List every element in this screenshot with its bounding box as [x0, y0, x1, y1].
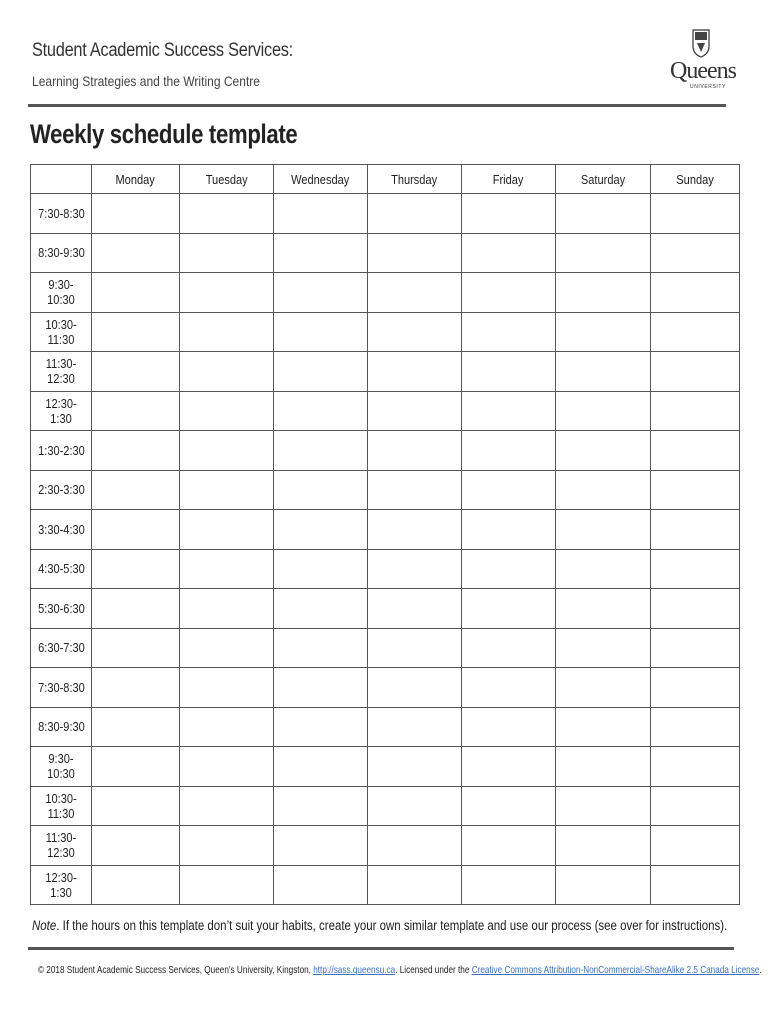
time-slot-text: 9:30-10:30 — [47, 751, 75, 782]
schedule-cell-monday[interactable] — [92, 391, 180, 431]
time-slot-text: 10:30-11:30 — [45, 790, 77, 821]
schedule-cell-monday[interactable] — [92, 668, 180, 708]
schedule-cell-sunday[interactable] — [651, 510, 740, 550]
time-slot-label — [31, 470, 92, 510]
schedule-cell-sunday[interactable] — [651, 431, 740, 471]
schedule-cell-saturday[interactable] — [556, 510, 651, 550]
schedule-cell-wednesday[interactable] — [274, 431, 368, 471]
schedule-cell-saturday[interactable] — [556, 826, 651, 866]
schedule-cell-monday[interactable] — [92, 747, 180, 787]
schedule-cell-sunday[interactable] — [651, 273, 740, 313]
table-row — [31, 431, 740, 471]
schedule-cell-friday[interactable] — [462, 431, 556, 471]
time-slot-text: 8:30-9:30 — [37, 719, 85, 735]
schedule-cell-wednesday[interactable] — [274, 352, 368, 392]
schedule-cell-saturday[interactable] — [556, 273, 651, 313]
schedule-cell-tuesday[interactable] — [180, 747, 274, 787]
schedule-cell-saturday[interactable] — [556, 668, 651, 708]
schedule-cell-monday[interactable] — [92, 352, 180, 392]
weekly-schedule-table — [30, 164, 740, 905]
schedule-cell-friday[interactable] — [462, 707, 556, 747]
schedule-cell-thursday[interactable] — [368, 273, 462, 313]
schedule-cell-monday[interactable] — [92, 628, 180, 668]
table-row — [31, 707, 740, 747]
schedule-cell-friday[interactable] — [462, 589, 556, 629]
schedule-cell-tuesday[interactable] — [180, 589, 274, 629]
table-row — [31, 510, 740, 550]
schedule-cell-saturday[interactable] — [556, 786, 651, 826]
schedule-cell-sunday[interactable] — [651, 470, 740, 510]
table-row — [31, 589, 740, 629]
note-label: Note — [32, 918, 57, 933]
day-header-tuesday — [180, 165, 274, 194]
schedule-cell-wednesday[interactable] — [274, 865, 368, 905]
time-slot-text: 12:30-1:30 — [45, 869, 77, 900]
schedule-cell-monday[interactable] — [92, 510, 180, 550]
table-row — [31, 865, 740, 905]
schedule-cell-saturday[interactable] — [556, 391, 651, 431]
day-header-saturday — [556, 165, 651, 194]
schedule-cell-friday[interactable] — [462, 747, 556, 787]
schedule-cell-monday[interactable] — [92, 194, 180, 234]
schedule-cell-tuesday[interactable] — [180, 273, 274, 313]
time-slot-text: 9:30-10:30 — [47, 277, 75, 308]
table-row — [31, 628, 740, 668]
schedule-cell-wednesday[interactable] — [274, 589, 368, 629]
schedule-cell-monday[interactable] — [92, 431, 180, 471]
time-slot-text: 7:30-8:30 — [37, 679, 85, 695]
time-slot-label — [31, 194, 92, 234]
schedule-cell-monday[interactable] — [92, 470, 180, 510]
schedule-cell-sunday[interactable] — [651, 865, 740, 905]
footer-divider — [28, 947, 734, 950]
schedule-cell-wednesday[interactable] — [274, 549, 368, 589]
table-row — [31, 668, 740, 708]
time-slot-text: 11:30-12:30 — [45, 356, 77, 387]
schedule-cell-tuesday[interactable] — [180, 668, 274, 708]
schedule-cell-wednesday[interactable] — [274, 628, 368, 668]
schedule-cell-wednesday[interactable] — [274, 668, 368, 708]
time-slot-label — [31, 431, 92, 471]
time-slot-text: 6:30-7:30 — [37, 640, 85, 656]
schedule-cell-tuesday[interactable] — [180, 510, 274, 550]
schedule-cell-saturday[interactable] — [556, 352, 651, 392]
schedule-cell-tuesday[interactable] — [180, 826, 274, 866]
schedule-cell-saturday[interactable] — [556, 233, 651, 273]
schedule-cell-thursday[interactable] — [368, 628, 462, 668]
schedule-cell-tuesday[interactable] — [180, 233, 274, 273]
schedule-cell-thursday[interactable] — [368, 194, 462, 234]
footer — [38, 964, 762, 976]
schedule-cell-wednesday[interactable] — [274, 391, 368, 431]
table-row — [31, 233, 740, 273]
schedule-cell-wednesday[interactable] — [274, 747, 368, 787]
time-slot-label — [31, 549, 92, 589]
time-slot-label — [31, 312, 92, 352]
schedule-cell-thursday[interactable] — [368, 312, 462, 352]
schedule-cell-friday[interactable] — [462, 312, 556, 352]
header-title: Student Academic Success Services: — [32, 40, 293, 61]
page-title: Weekly schedule template — [30, 119, 298, 149]
schedule-cell-friday[interactable] — [462, 668, 556, 708]
table-row — [31, 391, 740, 431]
schedule-cell-tuesday[interactable] — [180, 549, 274, 589]
schedule-cell-thursday[interactable] — [368, 549, 462, 589]
schedule-cell-sunday[interactable] — [651, 312, 740, 352]
sass-website-link[interactable]: http://sass.queensu.ca — [313, 964, 396, 976]
schedule-cell-sunday[interactable] — [651, 747, 740, 787]
schedule-cell-friday[interactable] — [462, 352, 556, 392]
schedule-cell-wednesday[interactable] — [274, 273, 368, 313]
schedule-cell-sunday[interactable] — [651, 589, 740, 629]
day-label: Saturday — [580, 171, 626, 187]
day-label: Friday — [493, 171, 524, 187]
table-row — [31, 826, 740, 866]
schedule-cell-tuesday[interactable] — [180, 431, 274, 471]
schedule-cell-tuesday[interactable] — [180, 312, 274, 352]
schedule-cell-sunday[interactable] — [651, 391, 740, 431]
schedule-cell-friday[interactable] — [462, 233, 556, 273]
schedule-cell-friday[interactable] — [462, 628, 556, 668]
schedule-cell-tuesday[interactable] — [180, 865, 274, 905]
schedule-cell-thursday[interactable] — [368, 470, 462, 510]
schedule-cell-sunday[interactable] — [651, 352, 740, 392]
schedule-cell-wednesday[interactable] — [274, 826, 368, 866]
time-slot-text: 3:30-4:30 — [37, 521, 85, 537]
time-slot-label — [31, 865, 92, 905]
schedule-cell-saturday[interactable] — [556, 431, 651, 471]
schedule-cell-monday[interactable] — [92, 707, 180, 747]
schedule-cell-tuesday[interactable] — [180, 628, 274, 668]
table-row — [31, 786, 740, 826]
schedule-cell-monday[interactable] — [92, 273, 180, 313]
queens-university-logo — [670, 28, 736, 92]
schedule-cell-wednesday[interactable] — [274, 312, 368, 352]
note-body: . If the hours on this template don’t suit your habits, create your own similar template and use our process (see over for instructions). — [56, 918, 728, 933]
table-row — [31, 470, 740, 510]
day-label: Sunday — [676, 171, 714, 187]
schedule-cell-saturday[interactable] — [556, 470, 651, 510]
schedule-cell-monday[interactable] — [92, 312, 180, 352]
time-slot-text: 12:30-1:30 — [45, 395, 77, 426]
schedule-cell-friday[interactable] — [462, 273, 556, 313]
schedule-cell-saturday[interactable] — [556, 865, 651, 905]
time-slot-text: 2:30-3:30 — [37, 482, 85, 498]
time-slot-label — [31, 826, 92, 866]
time-slot-label — [31, 668, 92, 708]
note-text — [32, 918, 727, 933]
schedule-cell-tuesday[interactable] — [180, 786, 274, 826]
table-header-row — [31, 165, 740, 194]
day-header-friday — [462, 165, 556, 194]
schedule-cell-tuesday[interactable] — [180, 470, 274, 510]
table-row — [31, 312, 740, 352]
table-row — [31, 352, 740, 392]
day-header-sunday — [651, 165, 740, 194]
footer-middle: . Licensed under the — [395, 964, 472, 976]
day-label: Monday — [115, 171, 156, 187]
time-slot-text: 5:30-6:30 — [37, 600, 85, 616]
schedule-cell-wednesday[interactable] — [274, 194, 368, 234]
schedule-cell-saturday[interactable] — [556, 628, 651, 668]
schedule-cell-sunday[interactable] — [651, 549, 740, 589]
time-slot-label — [31, 628, 92, 668]
schedule-cell-sunday[interactable] — [651, 826, 740, 866]
schedule-cell-thursday[interactable] — [368, 865, 462, 905]
schedule-cell-tuesday[interactable] — [180, 194, 274, 234]
time-slot-label — [31, 391, 92, 431]
table-row — [31, 194, 740, 234]
day-label: Wednesday — [291, 171, 350, 187]
time-slot-label — [31, 233, 92, 273]
time-slot-label — [31, 589, 92, 629]
logo-wordmark: Queens — [670, 58, 736, 84]
footer-prefix: © 2018 Student Academic Success Services, Queen’s University, Kingston, — [38, 964, 314, 976]
schedule-cell-wednesday[interactable] — [274, 233, 368, 273]
corner-cell — [31, 165, 92, 194]
schedule-cell-friday[interactable] — [462, 786, 556, 826]
schedule-cell-saturday[interactable] — [556, 312, 651, 352]
header-divider — [28, 104, 726, 107]
time-slot-label — [31, 510, 92, 550]
crest-icon — [692, 28, 710, 58]
table-row — [31, 549, 740, 589]
time-slot-text: 4:30-5:30 — [37, 561, 85, 577]
table-row — [31, 273, 740, 313]
footer-suffix: . — [759, 964, 762, 976]
time-slot-text: 8:30-9:30 — [37, 245, 85, 261]
schedule-cell-saturday[interactable] — [556, 549, 651, 589]
schedule-cell-monday[interactable] — [92, 786, 180, 826]
schedule-cell-sunday[interactable] — [651, 707, 740, 747]
schedule-cell-wednesday[interactable] — [274, 510, 368, 550]
schedule-cell-friday[interactable] — [462, 470, 556, 510]
schedule-cell-saturday[interactable] — [556, 707, 651, 747]
schedule-cell-thursday[interactable] — [368, 747, 462, 787]
schedule-cell-thursday[interactable] — [368, 668, 462, 708]
schedule-cell-thursday[interactable] — [368, 510, 462, 550]
day-label: Thursday — [391, 171, 438, 187]
schedule-cell-thursday[interactable] — [368, 352, 462, 392]
table-row — [31, 747, 740, 787]
schedule-cell-thursday[interactable] — [368, 589, 462, 629]
schedule-cell-monday[interactable] — [92, 589, 180, 629]
logo-subword: UNIVERSITY — [690, 84, 727, 90]
schedule-cell-saturday[interactable] — [556, 747, 651, 787]
schedule-cell-tuesday[interactable] — [180, 391, 274, 431]
schedule-cell-friday[interactable] — [462, 865, 556, 905]
schedule-cell-saturday[interactable] — [556, 589, 651, 629]
schedule-cell-wednesday[interactable] — [274, 786, 368, 826]
schedule-cell-tuesday[interactable] — [180, 352, 274, 392]
schedule-cell-wednesday[interactable] — [274, 470, 368, 510]
time-slot-text: 10:30-11:30 — [45, 316, 77, 347]
schedule-cell-sunday[interactable] — [651, 194, 740, 234]
time-slot-label — [31, 352, 92, 392]
schedule-cell-thursday[interactable] — [368, 233, 462, 273]
day-header-wednesday — [274, 165, 368, 194]
time-slot-label — [31, 786, 92, 826]
schedule-cell-sunday[interactable] — [651, 786, 740, 826]
schedule-cell-friday[interactable] — [462, 826, 556, 866]
schedule-cell-saturday[interactable] — [556, 194, 651, 234]
schedule-cell-thursday[interactable] — [368, 786, 462, 826]
schedule-cell-monday[interactable] — [92, 549, 180, 589]
schedule-cell-friday[interactable] — [462, 549, 556, 589]
schedule-cell-monday[interactable] — [92, 865, 180, 905]
schedule-cell-sunday[interactable] — [651, 668, 740, 708]
time-slot-text: 11:30-12:30 — [45, 830, 77, 861]
schedule-cell-sunday[interactable] — [651, 628, 740, 668]
day-header-monday — [92, 165, 180, 194]
time-slot-text: 7:30-8:30 — [37, 205, 85, 221]
schedule-cell-thursday[interactable] — [368, 826, 462, 866]
day-header-thursday — [368, 165, 462, 194]
schedule-cell-friday[interactable] — [462, 194, 556, 234]
schedule-cell-friday[interactable] — [462, 510, 556, 550]
time-slot-label — [31, 747, 92, 787]
schedule-cell-wednesday[interactable] — [274, 707, 368, 747]
time-slot-label — [31, 707, 92, 747]
day-label: Tuesday — [205, 171, 248, 187]
time-slot-label — [31, 273, 92, 313]
schedule-cell-tuesday[interactable] — [180, 707, 274, 747]
schedule-cell-friday[interactable] — [462, 391, 556, 431]
schedule-cell-monday[interactable] — [92, 233, 180, 273]
header-subtitle: Learning Strategies and the Writing Centre — [32, 73, 261, 89]
schedule-cell-thursday[interactable] — [368, 431, 462, 471]
schedule-cell-thursday[interactable] — [368, 707, 462, 747]
schedule-cell-monday[interactable] — [92, 826, 180, 866]
schedule-cell-sunday[interactable] — [651, 233, 740, 273]
time-slot-text: 1:30-2:30 — [37, 442, 85, 458]
schedule-cell-thursday[interactable] — [368, 391, 462, 431]
license-link[interactable]: Creative Commons Attribution-NonCommercial-ShareAlike 2.5 Canada License — [471, 964, 760, 976]
